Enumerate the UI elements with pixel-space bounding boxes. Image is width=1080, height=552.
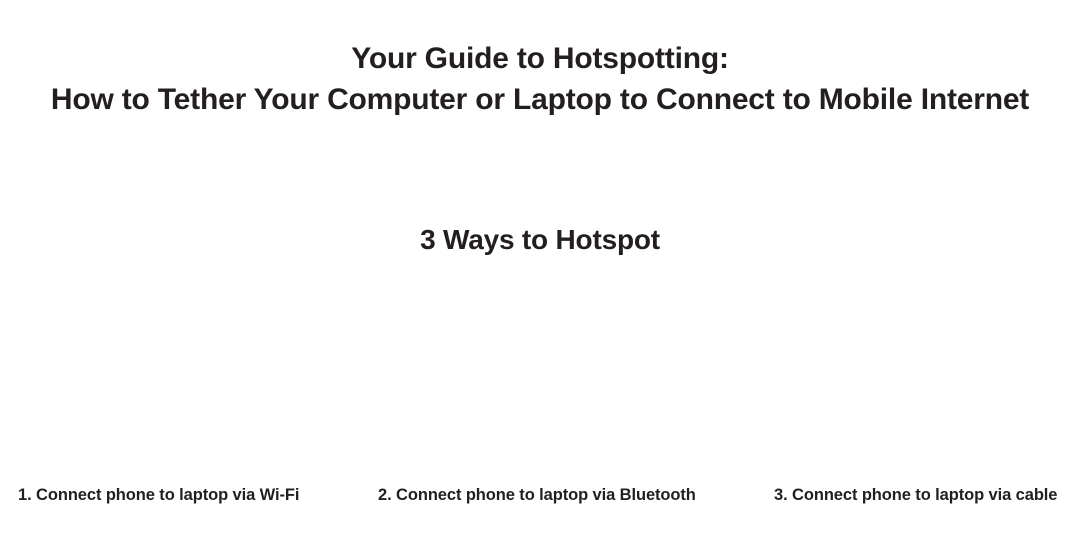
caption-item-bluetooth: 2. Connect phone to laptop via Bluetooth: [378, 486, 696, 504]
caption-item-wifi: 1. Connect phone to laptop via Wi-Fi: [18, 486, 300, 504]
title-line-primary: Your Guide to Hotspotting:: [351, 42, 729, 75]
caption-item-cable: 3. Connect phone to laptop via cable: [774, 486, 1058, 504]
caption-row: [0, 486, 1080, 520]
title-line-secondary: How to Tether Your Computer or Laptop to Connect to Mobile Internet: [50, 82, 1030, 116]
page-title: [0, 42, 1080, 116]
section-heading: 3 Ways to Hotspot: [420, 224, 660, 255]
